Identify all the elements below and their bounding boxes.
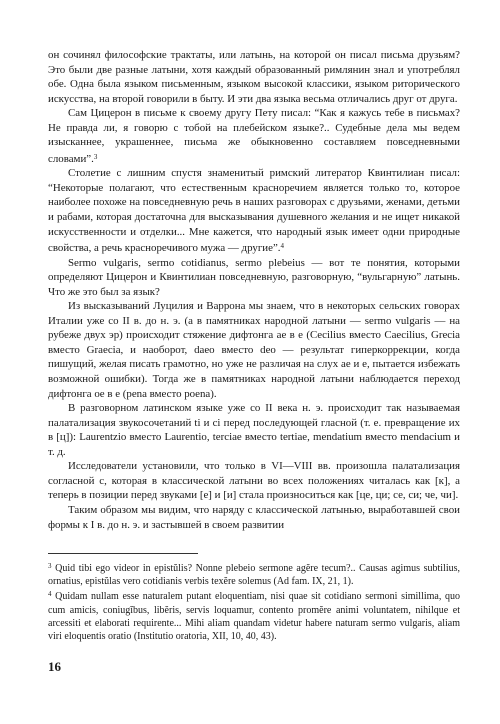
paragraph-3: [48, 166, 460, 255]
main-text: [48, 48, 460, 532]
paragraph-7: Исследователи установили, что только в VI—VIII вв. произошла палатализация согласной c, которая в классической латыни во всех положениях читалась как [к], а теперь в позиции перед звуками [е] и [и] стала произноситься как [це, ци; се, си; че, чи].: [48, 460, 460, 502]
footnote-text: Quid tibi ego videor in epistŭlis? Nonne plebeio sermone agĕre tecum?.. Causas agimus subtilius, ornatius, epistŭlas vero cotidianis verbis texĕre solemus (Ad fam. IX, 21, 1).: [48, 563, 460, 588]
footnote-divider: [48, 553, 198, 554]
footnotes: [48, 560, 460, 643]
footnote-number: 4: [48, 590, 52, 599]
paragraph-5: Из высказываний Луцилия и Варрона мы знаем, что в некоторых сельских говорах Италии уже со II в. до н. э. (а в памятниках народной латыни — sermo vulgaris — на рубеже двух эр) происходит стяжение дифтонга ae в e (Cecilius вместо Caecilius, Grecia вместо Graecia, и наоборот, daeo вместо deo — результат гиперкоррекции, когда пишущий, желая писать грамотно, но уже не различая на слух ae и e, пытается избежать возможной ошибки). Тогда же в памятниках народной латыни наблюдается переход дифтонга oe в e (pena вместо poena).: [48, 300, 460, 400]
paragraph-1: он сочинял философские трактаты, или латынь, на которой он писал письма друзьям? Это были две разные латыни, хотя каждый образованный римлянин знал и употреблял обе. Одна была языком письменным, языком высокой классики, языком риторического искусства, на второй говорили в быту. И эти два языка весьма отличались друг от друга.: [48, 49, 460, 105]
footnote-3: [48, 560, 460, 588]
footnote-text: Quidam nullam esse naturalem putant eloquentiam, nisi quae sit cotidiano sermoni simillima, quo cum amicis, coniugĭbus, libĕris, servis loquamur, contento promĕre animi voluntatem, nihilque et arcessiti et elaborati requirente... Mihi aliam quandam videtur habere naturam sermo vulgaris, aliam viri eloquentis oratio (Institutio oratoria, XII, 10, 40, 43).: [48, 591, 460, 643]
paragraph-2: [48, 106, 460, 166]
footnote-ref-4[interactable]: 4: [280, 242, 285, 251]
paragraph-6: В разговорном латинском языке уже со II века н. э. происходит так называемая палатализация звукосочетаний ti и ci перед последующей гласной (т. е. превращение их в [ц]): Laurentzio вместо Laurentio, terciae вместо tertiae, mendatium вместо mendacium и т. д.: [48, 402, 460, 458]
paragraph-8: Таким образом мы видим, что наряду с классической латынью, выработавшей свои формы к I в. до н. э. и застывшей в своем развитии: [48, 503, 460, 531]
footnote-ref-3[interactable]: 3: [93, 152, 98, 161]
paragraph-2-text: Сам Цицерон в письме к своему другу Пету писал: “Как я кажусь тебе в письмах? Не правда ли, я говорю с тобой на плебейском языке?.. Судебные дела мы ведем изысканнее, украшеннее, письма же обыкновенно составляем повседневными словами”.: [48, 107, 460, 165]
footnote-4: [48, 588, 460, 643]
footnote-number: 3: [48, 562, 52, 570]
paragraph-3-text: Столетие с лишним спустя знаменитый римский литератор Квинтилиан писал: “Некоторые полагают, что естественным красноречием является только то, которое наиболее похоже на повседневную речь в наших разговорах с друзьями, женами, детьми и рабами, которая достаточна для высказывания душевного желания и не ищет никакой искусственности и отделки... Мне кажется, что народный язык имеет одни природные свойства, а речь красноречивого мужа — другие”.: [48, 167, 460, 255]
paragraph-4: Sermo vulgaris, sermo cotidianus, sermo plebeius — вот те понятия, которыми определяют Цицерон и Квинтилиан повседневную, разговорную, “вульгарную” латынь. Что же это был за язык?: [48, 256, 460, 298]
page-number: 16: [48, 659, 61, 674]
